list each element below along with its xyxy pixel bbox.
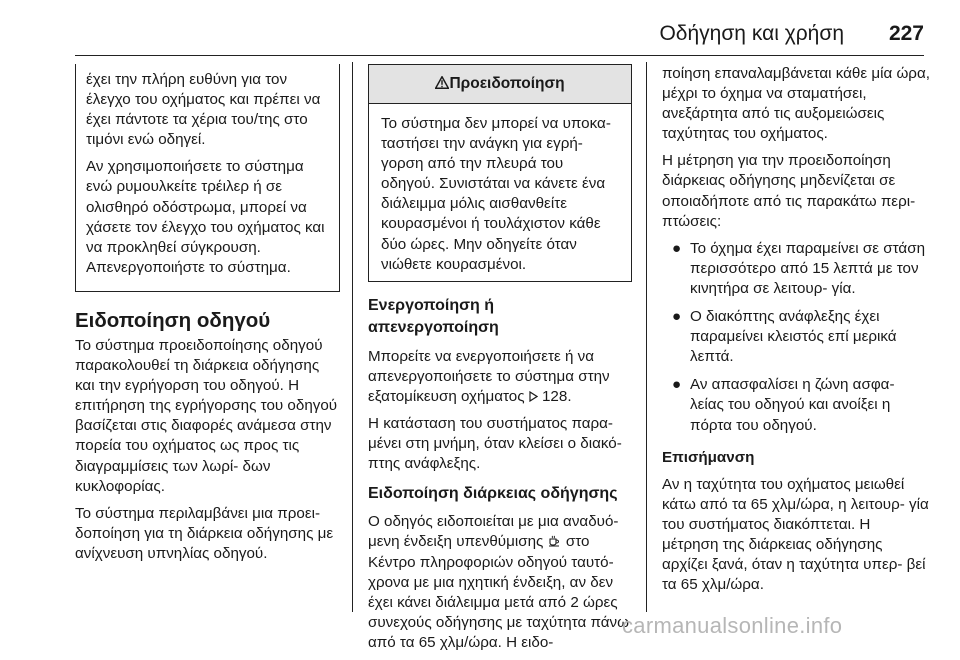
body-paragraph: Μπορείτε να ενεργοποιήσετε ή να απενεργοποιήσετε το σύστημα στην εξατομίκευση οχήματος 128.	[368, 347, 632, 407]
warning-paragraph: έχει την πλήρη ευθύνη για τον έλεγχο του οχήματος και πρέπει να έχει πάντοτε τα χέρια του/της στο τιμόνι ενώ οδηγεί.	[86, 71, 321, 149]
page-number: 227	[888, 22, 924, 45]
list-item: ● Ο διακόπτης ανάφλεξης έχει παραμείνει κλειστός επί μερικά λεπτά.	[672, 308, 897, 366]
warning-paragraph: Αν χρησιμοποιήσετε το σύστημα ενώ ρυμουλκείτε τρέιλερ ή σε ολισθηρό οδόστρωμα, μπορεί να χάσετε τον έλεγχο του οχήματος και να προκληθεί σύγκρουση. Απενεργοποιήστε το σύστημα.	[86, 158, 325, 276]
column-divider-2	[646, 62, 647, 612]
bullet-icon: ●	[672, 376, 682, 394]
conditions-list	[662, 239, 930, 436]
list-item: ● Αν απασφαλίσει η ζώνη ασφα- λείας του οδηγού και ανοίξει η πόρτα του οδηγού.	[672, 376, 895, 434]
body-paragraph: Η μέτρηση για την προειδοποίηση διάρκειας οδήγησης μηδενίζεται σε οποιαδήποτε από τις παρακάτω περι- πτώσεις:	[662, 152, 916, 230]
column-3	[662, 64, 930, 602]
subsection-heading: Ειδοποίηση διάρκειας οδήγησης	[368, 485, 618, 503]
section-heading: Ειδοποίηση οδηγού	[75, 308, 271, 332]
note-heading: Επισήμανση	[662, 448, 755, 466]
body-paragraph: Η κατάσταση του συστήματος παρα- μένει στη μνήμη, όταν κλείσει ο διακό- πτης ανάφλεξης.	[368, 415, 622, 473]
column-divider-1	[352, 62, 353, 612]
body-paragraph: Το σύστημα προειδοποίησης οδηγού παρακολουθεί τη διάρκεια οδήγησης και την εγρήγορση του οδηγού. Η επιτήρηση της εγρήγορσης του οδηγού βασίζεται στις διαφορές ανάμεσα στην πορεία του οχήματος ως προς τις διαγραμμίσεις των λωρί- δων κυκλοφορίας.	[75, 336, 338, 495]
continued-warning-box	[75, 64, 340, 292]
reference-arrow-icon	[529, 387, 538, 407]
column-1	[75, 64, 340, 571]
coffee-cup-icon	[548, 532, 562, 552]
list-item: ● Το όχημα έχει παραμείνει σε στάση περισσότερο από 15 λεπτά με τον κινητήρα σε λειτουρ- γία.	[672, 239, 926, 297]
body-paragraph: Ο οδηγός ειδοποιείται με μια αναδυό- μενη ένδειξη υπενθύμισης στο Κέντρο πληροφοριών οδηγού ταυτό- χρονα με μια ηχητική ένδειξη, αν δεν έχει κάνει διάλειμμα μετά από 2 ώρες συνεχούς οδήγησης με ταχύτητα πάνω από τα 65 χλμ/ώρα. Η ειδο-	[368, 513, 629, 651]
column-2	[368, 64, 632, 660]
bullet-icon: ●	[672, 239, 682, 257]
subsection-heading: Ενεργοποίηση ή απενεργοποίηση	[368, 296, 499, 336]
page-header	[0, 0, 960, 56]
body-paragraph: ποίηση επαναλαμβάνεται κάθε μία ώρα, μέχρι το όχημα να σταματήσει, ανεξάρτητα από τις αυξομειώσεις ταχύτητας του οχήματος.	[662, 65, 930, 143]
note-text: Αν η ταχύτητα του οχήματος μειωθεί κάτω από τα 65 χλμ/ώρα, η λειτουρ- γία του συστήματος διακόπτεται. Η μέτρηση της διάρκειας οδήγησης αρχίζει ξανά, όταν η ταχύτητα υπερ- βεί τα 65 χλμ/ώρα.	[662, 475, 929, 594]
warning-text: Το σύστημα δεν μπορεί να υποκα- ταστήσει την ανάγκη για εγρή- γορση από την πλευρά του οδηγού. Συνιστάται να κάνετε ένα διάλειμμα μόλις αισθανθείτε κουρασμένοι ή τουλάχιστον κάθε δύο ώρες. Μην οδηγείτε όταν νιώθετε κουρασμένοι.	[381, 115, 611, 273]
watermark: carmanualsonline.info	[622, 613, 843, 638]
bullet-icon: ●	[672, 308, 682, 326]
page-section-title: Οδήγηση και χρήση	[659, 22, 844, 45]
warning-title: Προειδοποίηση	[449, 75, 565, 92]
warning-triangle-icon	[435, 65, 449, 103]
warning-header	[369, 65, 631, 104]
body-paragraph: Το σύστημα περιλαμβάνει μια προει- δοποίηση για τη διάρκεια οδήγησης με ανίχνευση υπνηλίας οδηγού.	[75, 504, 334, 562]
header-divider	[75, 55, 924, 56]
warning-box	[368, 64, 632, 282]
